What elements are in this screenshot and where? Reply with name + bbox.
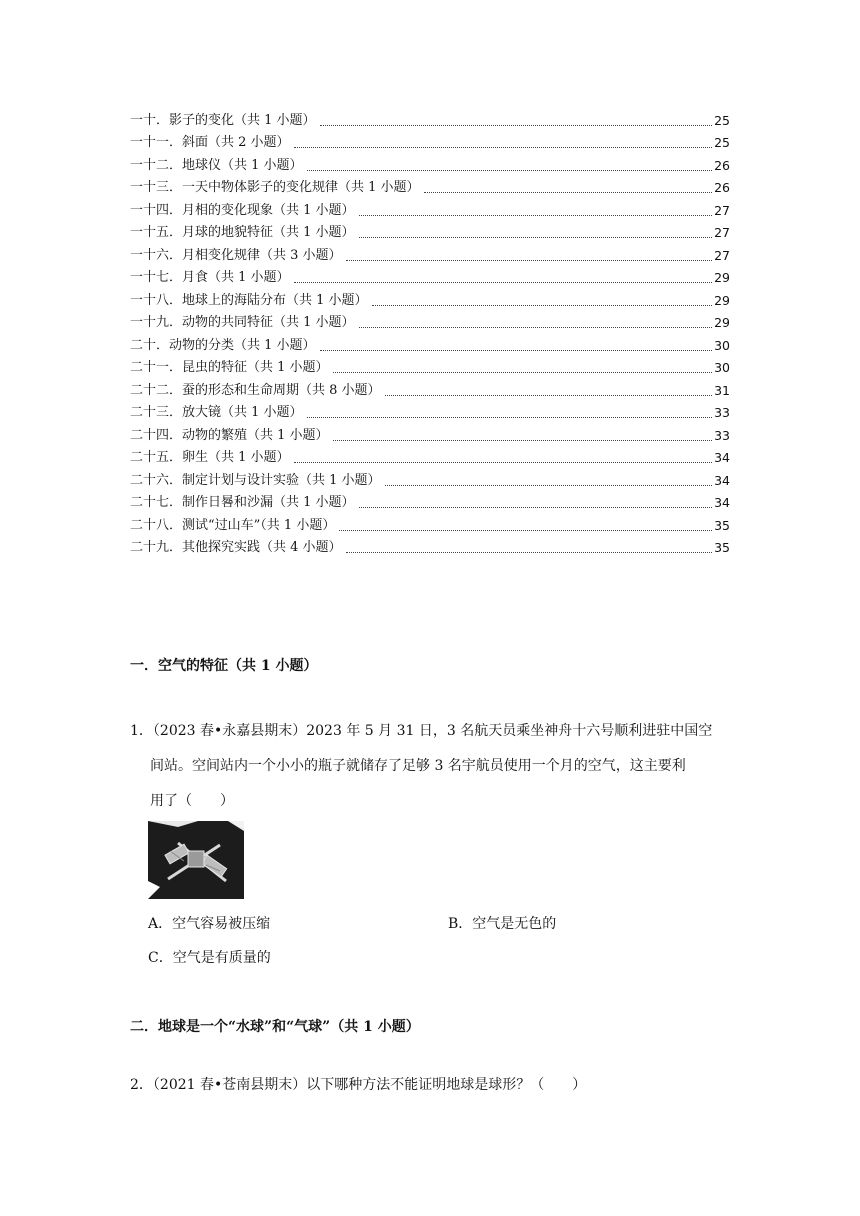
toc-entry-title: 一十五．月球的地貌特征（共 1 小题） <box>130 225 355 240</box>
question-1-line-1: 1．（2023 春•永嘉县期末）2023 年 5 月 31 日，3 名航天员乘坐神舟十六号顺利进驻中国空 <box>130 723 713 739</box>
toc-entry-page: 27 <box>714 202 730 218</box>
toc-entry-title: 一十二．地球仪（共 1 小题） <box>130 157 303 173</box>
toc-leader-dots <box>385 394 713 396</box>
toc-leader-dots <box>333 371 713 373</box>
toc-entry-page: 30 <box>714 360 730 375</box>
toc-entry[interactable] <box>130 376 730 399</box>
section-heading-air: 一．空气的特征（共 1 小题） <box>130 658 318 674</box>
toc-entry-title: 一十九．动物的共同特征（共 1 小题） <box>130 315 355 330</box>
toc-leader-dots <box>294 146 713 148</box>
toc-entry[interactable] <box>130 174 730 197</box>
toc-entry-page: 33 <box>714 427 730 443</box>
toc-entry-page: 35 <box>714 540 730 555</box>
toc-entry[interactable] <box>130 264 730 287</box>
toc-entry-title: 一十一．斜面（共 2 小题） <box>130 135 290 150</box>
toc-entry-title: 二十．动物的分类（共 1 小题） <box>130 337 316 353</box>
toc-entry[interactable] <box>130 466 730 489</box>
toc-entry-page: 34 <box>714 450 730 465</box>
toc-entry-page: 27 <box>714 225 730 240</box>
toc-entry-title: 一十七．月食（共 1 小题） <box>130 270 290 285</box>
toc-entry[interactable] <box>130 151 730 174</box>
option-a: A．空气容易被压缩 <box>148 916 271 932</box>
toc-entry[interactable] <box>130 309 730 332</box>
toc-leader-dots <box>359 326 713 328</box>
toc-entry-title: 二十三．放大镜（共 1 小题） <box>130 405 303 420</box>
toc-entry[interactable] <box>130 286 730 309</box>
table-of-contents <box>130 106 730 556</box>
toc-entry[interactable] <box>130 489 730 512</box>
option-b: B．空气是无色的 <box>448 916 557 932</box>
toc-entry-title: 一十．影子的变化（共 1 小题） <box>130 112 316 128</box>
toc-entry-page: 34 <box>714 495 730 510</box>
toc-entry-title: 二十一．昆虫的特征（共 1 小题） <box>130 360 329 375</box>
toc-entry-title: 一十八．地球上的海陆分布（共 1 小题） <box>130 292 368 308</box>
toc-entry-page: 30 <box>714 337 730 353</box>
toc-entry-page: 25 <box>714 112 730 128</box>
option-c: C．空气是有质量的 <box>148 950 271 966</box>
question-1 <box>130 714 730 819</box>
toc-leader-dots <box>320 349 713 351</box>
toc-entry[interactable] <box>130 129 730 152</box>
toc-entry[interactable] <box>130 241 730 264</box>
toc-entry-page: 31 <box>714 382 730 398</box>
toc-entry[interactable] <box>130 534 730 557</box>
toc-leader-dots <box>359 214 713 216</box>
toc-entry-title: 一十四．月相的变化现象（共 1 小题） <box>130 202 355 218</box>
toc-entry-page: 29 <box>714 270 730 285</box>
toc-entry-title: 一十三．一天中物体影子的变化规律（共 1 小题） <box>130 180 420 195</box>
toc-entry[interactable] <box>130 331 730 354</box>
section-heading-earth: 二．地球是一个“水球”和“气球”（共 1 小题） <box>130 1019 420 1035</box>
toc-leader-dots <box>385 484 713 486</box>
toc-entry[interactable] <box>130 511 730 534</box>
toc-leader-dots <box>372 304 713 306</box>
toc-entry-page: 29 <box>714 315 730 330</box>
toc-entry-page: 35 <box>714 517 730 533</box>
toc-entry-title: 二十六．制定计划与设计实验（共 1 小题） <box>130 472 381 488</box>
toc-leader-dots <box>346 259 713 261</box>
space-station-image <box>148 821 244 899</box>
toc-leader-dots <box>294 461 713 463</box>
toc-entry-page: 26 <box>714 180 730 195</box>
toc-entry[interactable] <box>130 399 730 422</box>
toc-entry[interactable] <box>130 354 730 377</box>
toc-leader-dots <box>307 416 713 418</box>
toc-entry-page: 26 <box>714 157 730 173</box>
toc-entry-title: 二十四．动物的繁殖（共 1 小题） <box>130 427 329 443</box>
toc-entry[interactable] <box>130 444 730 467</box>
toc-leader-dots <box>333 439 713 441</box>
toc-leader-dots <box>294 281 713 283</box>
toc-entry-page: 33 <box>714 405 730 420</box>
toc-entry[interactable] <box>130 196 730 219</box>
toc-entry-title: 二十二．蚕的形态和生命周期（共 8 小题） <box>130 382 381 398</box>
question-2: 2．（2021 春•苍南县期末）以下哪种方法不能证明地球是球形？（ ） <box>130 1077 587 1093</box>
toc-entry-title: 二十九．其他探究实践（共 4 小题） <box>130 540 342 555</box>
toc-leader-dots <box>339 529 712 531</box>
toc-entry-title: 二十七．制作日晷和沙漏（共 1 小题） <box>130 495 355 510</box>
toc-entry-title: 二十八．测试“过山车”（共 1 小题） <box>130 517 336 533</box>
toc-entry-page: 34 <box>714 472 730 488</box>
toc-entry[interactable] <box>130 421 730 444</box>
toc-entry-title: 一十六．月相变化规律（共 3 小题） <box>130 247 342 263</box>
toc-leader-dots <box>307 169 713 171</box>
toc-entry-page: 29 <box>714 292 730 308</box>
question-1-line-3: 用了（ ） <box>150 793 234 809</box>
toc-leader-dots <box>359 236 713 238</box>
toc-entry-page: 25 <box>714 135 730 150</box>
toc-leader-dots <box>320 124 713 126</box>
toc-leader-dots <box>359 506 713 508</box>
toc-entry-title: 二十五．卵生（共 1 小题） <box>130 450 290 465</box>
toc-leader-dots <box>346 551 713 553</box>
toc-entry[interactable] <box>130 106 730 129</box>
toc-entry-page: 27 <box>714 247 730 263</box>
toc-entry[interactable] <box>130 219 730 242</box>
toc-leader-dots <box>424 191 713 193</box>
question-1-line-2: 间站。空间站内一个小小的瓶子就储存了足够 3 名宇航员使用一个月的空气，这主要利 <box>150 758 686 774</box>
